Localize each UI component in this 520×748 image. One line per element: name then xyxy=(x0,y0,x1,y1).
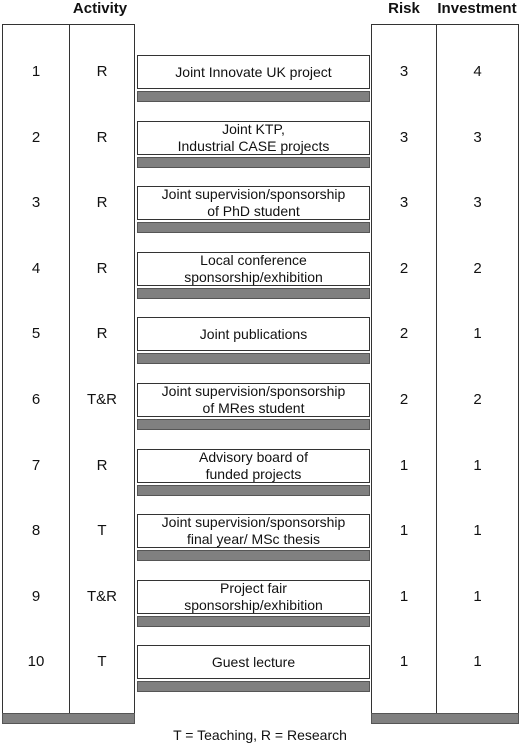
activity-shadow-bar xyxy=(137,353,370,364)
activity-box: Joint Innovate UK project xyxy=(137,55,370,89)
number-column xyxy=(2,24,70,714)
risk-value: 2 xyxy=(399,391,409,408)
legend: T = Teaching, R = Research xyxy=(173,727,347,743)
activity-shadow-bar xyxy=(137,91,370,102)
investment-value: 2 xyxy=(473,259,482,277)
row-type: R xyxy=(96,456,108,474)
investment-value: 3 xyxy=(473,128,482,146)
investment-value: 2 xyxy=(473,391,482,408)
activity-box: Local conference sponsorship/exhibition xyxy=(137,252,370,286)
activity-shadow-bar xyxy=(137,681,370,692)
investment-value: 1 xyxy=(473,522,482,540)
row-number: 6 xyxy=(31,391,41,408)
row-number: 4 xyxy=(31,259,41,277)
row-type: R xyxy=(96,259,108,277)
activity-box: Joint supervision/sponsorship final year/ MSc thesis xyxy=(137,514,370,548)
activity-box: Advisory board of funded projects xyxy=(137,449,370,483)
investment-value: 3 xyxy=(473,194,482,212)
row-type: T xyxy=(97,522,107,540)
row-number: 2 xyxy=(31,128,41,146)
activity-box: Joint supervision/sponsorship of MRes student xyxy=(137,383,370,417)
row-type: R xyxy=(96,63,108,80)
activity-box: Project fair sponsorship/exhibition xyxy=(137,580,370,614)
risk-header: Risk xyxy=(388,0,420,17)
row-number: 1 xyxy=(31,63,41,80)
row-number: 3 xyxy=(31,194,41,212)
risk-value: 3 xyxy=(399,128,409,146)
base-bar-right xyxy=(371,713,519,724)
activity-shadow-bar xyxy=(137,288,370,299)
activity-shadow-bar xyxy=(137,222,370,233)
row-number: 10 xyxy=(27,653,45,671)
row-type: T&R xyxy=(87,587,117,605)
risk-value: 1 xyxy=(399,653,409,671)
investment-value: 1 xyxy=(473,587,482,605)
investment-value: 4 xyxy=(473,63,482,80)
activity-shadow-bar xyxy=(137,485,370,496)
row-type: T&R xyxy=(87,391,117,408)
activity-shadow-bar xyxy=(137,419,370,430)
row-number: 7 xyxy=(31,456,41,474)
risk-value: 3 xyxy=(399,194,409,212)
row-type: R xyxy=(96,194,108,212)
investment-header: Investment xyxy=(437,0,517,17)
activity-box: Joint KTP, Industrial CASE projects xyxy=(137,121,370,155)
risk-value: 1 xyxy=(399,456,409,474)
row-type: R xyxy=(96,325,108,343)
activity-box: Guest lecture xyxy=(137,645,370,679)
row-type: R xyxy=(96,128,108,146)
activity-box: Joint publications xyxy=(137,317,370,351)
base-bar-left xyxy=(2,713,135,724)
risk-value: 2 xyxy=(399,259,409,277)
risk-value: 1 xyxy=(399,587,409,605)
row-number: 8 xyxy=(31,522,41,540)
investment-value: 1 xyxy=(473,325,482,343)
row-type: T xyxy=(97,653,107,671)
activity-shadow-bar xyxy=(137,157,370,168)
activity-shadow-bar xyxy=(137,550,370,561)
investment-column xyxy=(436,24,519,714)
risk-value: 1 xyxy=(399,522,409,540)
investment-value: 1 xyxy=(473,653,482,671)
risk-value: 3 xyxy=(399,63,409,80)
activity-box: Joint supervision/sponsorship of PhD student xyxy=(137,186,370,220)
risk-value: 2 xyxy=(399,325,409,343)
row-number: 5 xyxy=(31,325,41,343)
activity-header: Activity xyxy=(72,0,128,17)
activity-shadow-bar xyxy=(137,616,370,627)
risk-column xyxy=(371,24,437,714)
investment-value: 1 xyxy=(473,456,482,474)
type-column xyxy=(69,24,135,714)
row-number: 9 xyxy=(31,587,41,605)
